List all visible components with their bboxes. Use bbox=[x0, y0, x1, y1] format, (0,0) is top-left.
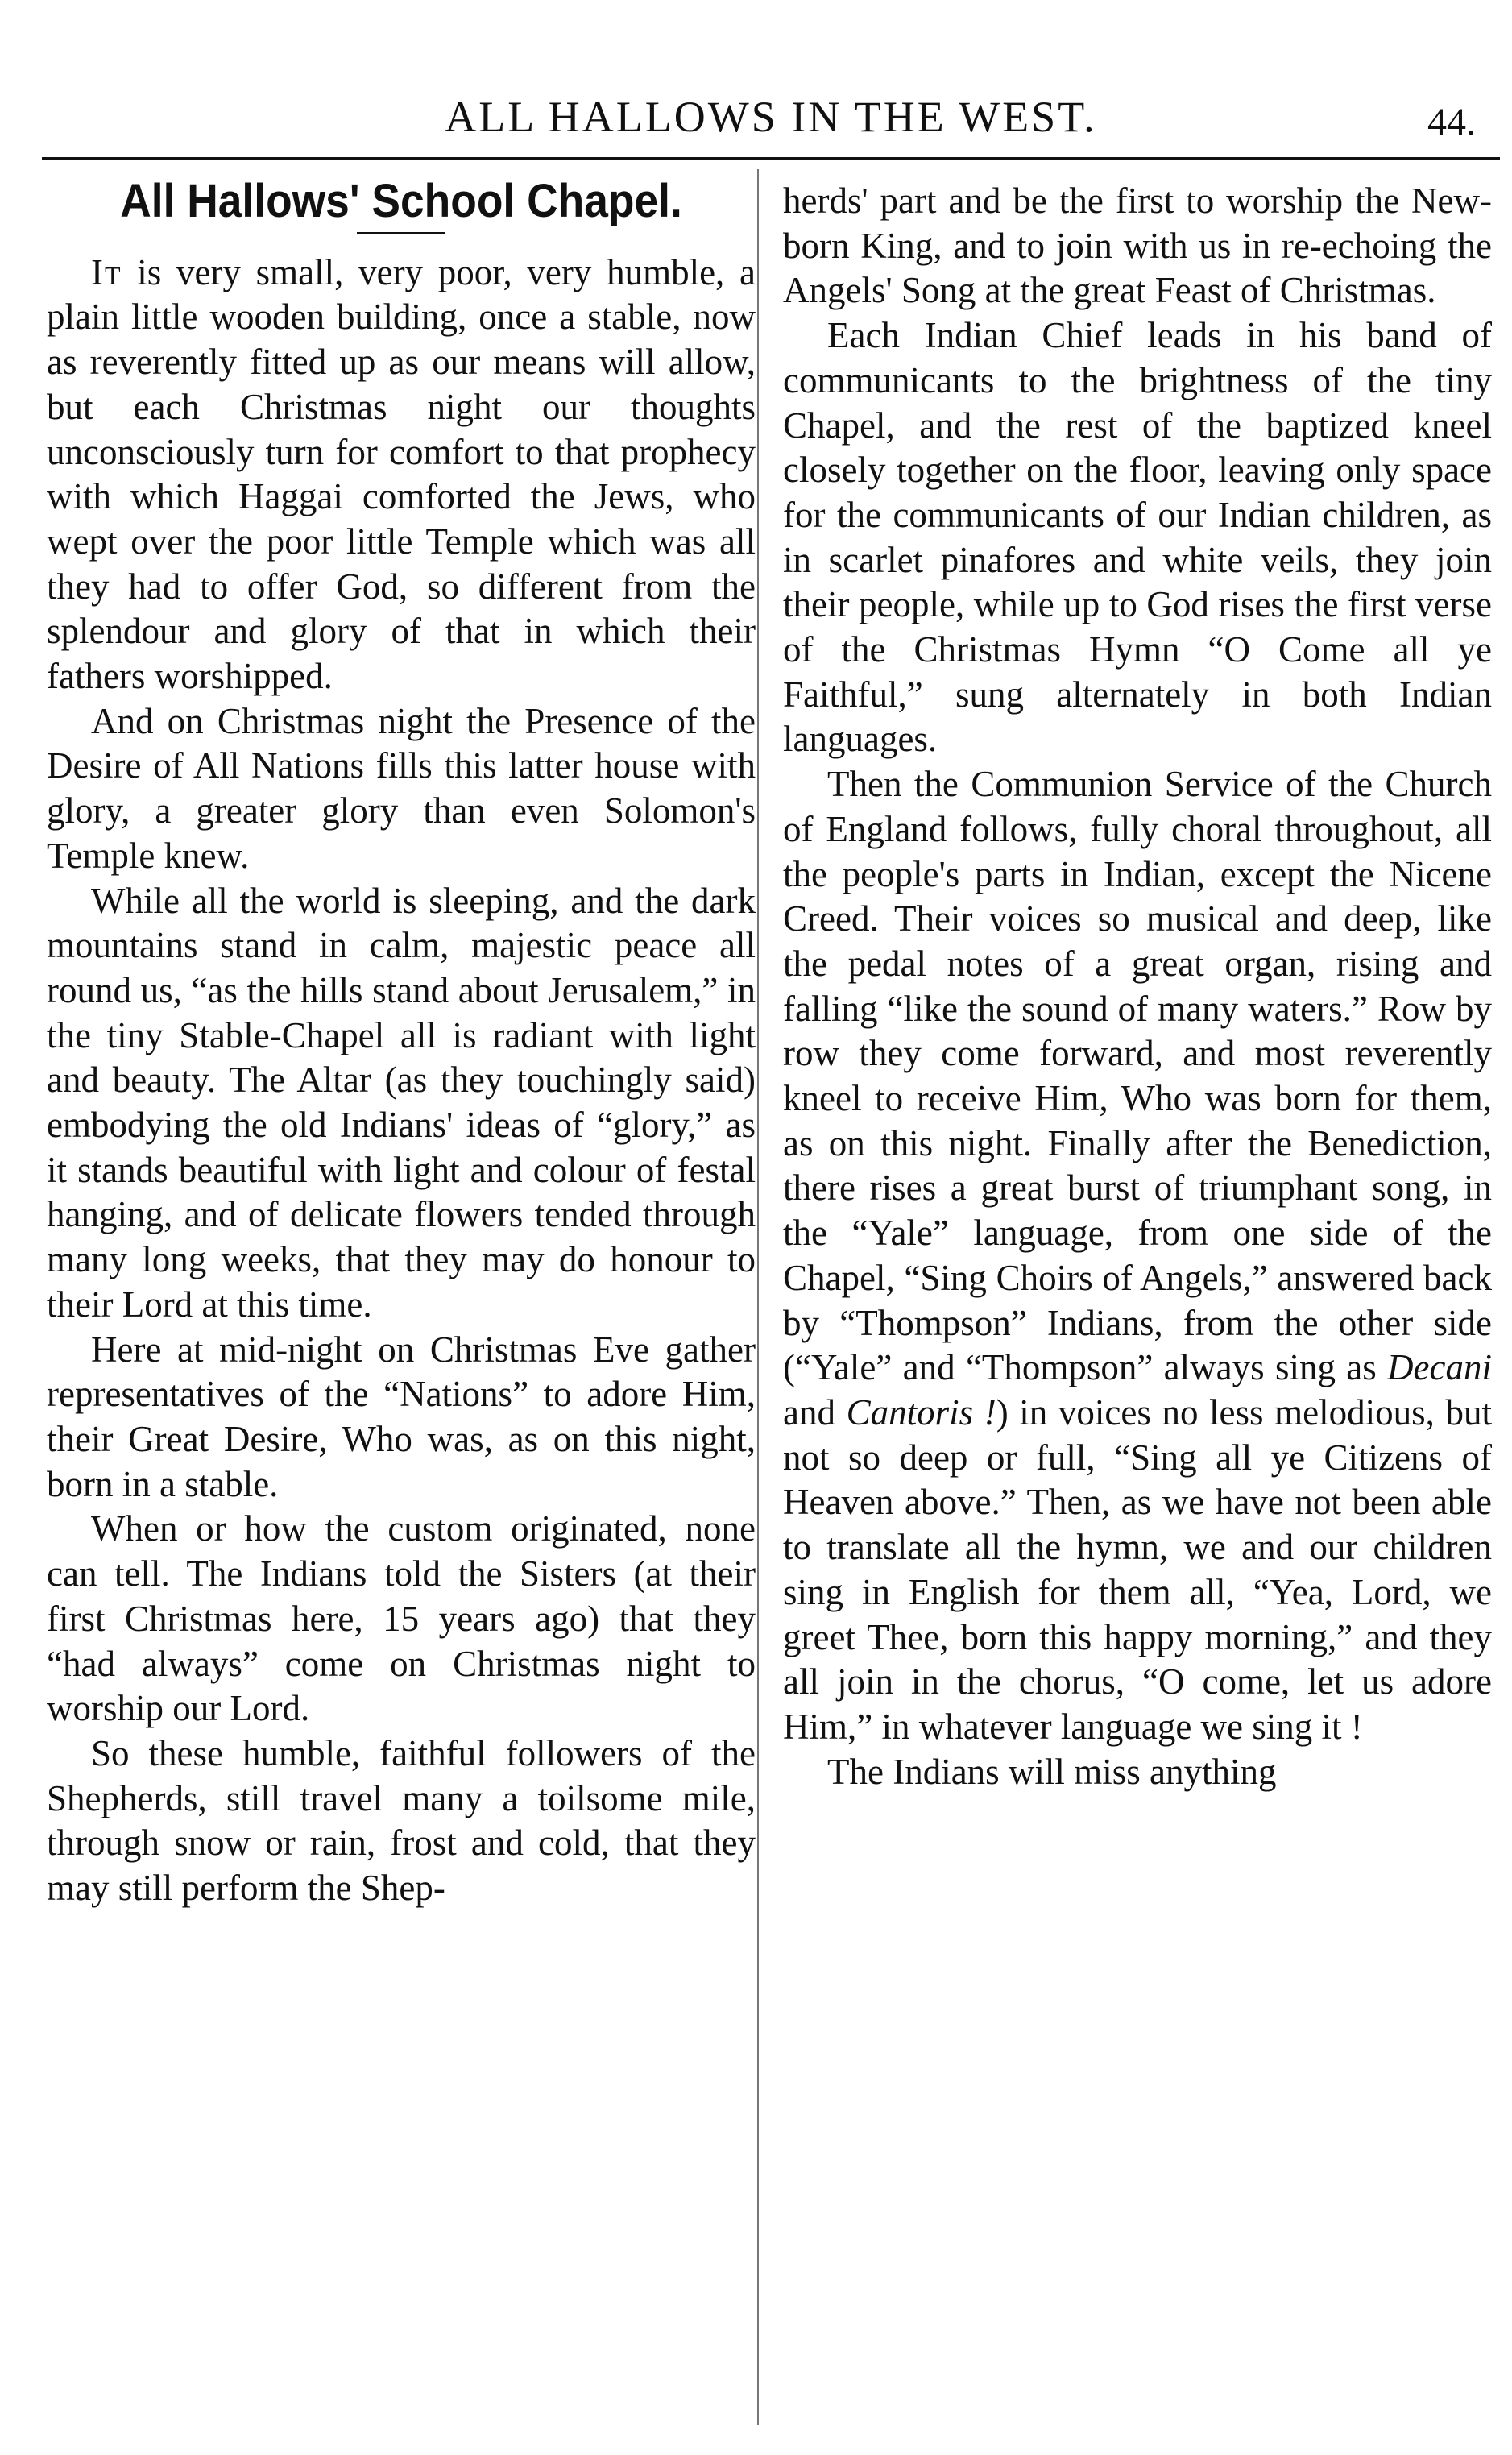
paragraph-text: and bbox=[783, 1391, 847, 1433]
paragraph: The Indians will miss anything bbox=[827, 1751, 1277, 1792]
paragraph bbox=[783, 762, 1492, 1749]
page-number: 44. bbox=[1427, 101, 1476, 143]
article-title: All Hallows' School Chapel. bbox=[120, 175, 682, 227]
paragraph bbox=[47, 251, 756, 699]
column-divider bbox=[757, 169, 759, 2425]
paragraph: And on Christmas night the Presence of the Desire of All Nations fills this latter house with glory, a greater glory than even Solomon's Temple knew. bbox=[47, 700, 756, 876]
paragraph-lead: It bbox=[91, 251, 122, 292]
paragraph-text: Then the Communion Service of the Church of England follows, fully choral throughout, all the people's parts in Indian, except the Nicene Creed. Their voices so musical and deep, like the pedal notes of a great organ, rising and falling “like the sound of many waters.” Row by row they come forward, and most reverently kneel to receive Him, Who was born for them, as on this night. Finally after the Benediction, there rises a great burst of triumphant song, in the “Yale” language, from one side of the Chapel, “Sing Choirs of Angels,” answered back by “Thompson” Indians, from the other side (“Yale” and “Thompson” always sing as bbox=[783, 764, 1492, 1388]
italic-term-decani: Decani bbox=[1387, 1347, 1492, 1388]
header-rule bbox=[42, 157, 1500, 160]
right-column bbox=[783, 179, 1492, 1794]
paragraph: Each Indian Chief leads in his band of communicants to the brightness of the tiny Chapel, and the rest of the baptized kneel closely together on the floor, leaving only space for the communicants of our Indian children, as in scarlet pinafores and white veils, they join their people, while up to God rises the first verse of the Christmas Hymn “O Come all ye Faithful,” sung alternately in both Indian languages. bbox=[783, 315, 1492, 760]
left-column bbox=[47, 175, 756, 1911]
italic-term-cantoris: Cantoris ! bbox=[846, 1391, 996, 1433]
paragraph-text: ) in voices no less melodious, but not so deep or full, “Sing all ye Citizens of Heaven above.” Then, as we have not been able to translate all the hymn, we and our children sing in English for them all, “Yea, Lord, we greet Thee, born this happy morning,” and they all join in the chorus, “O come, let us adore Him,” in whatever language we sing it ! bbox=[783, 1391, 1492, 1747]
title-rule bbox=[357, 232, 445, 234]
paragraph: So these humble, faithful followers of the Shepherds, still travel many a toilsome mile, through snow or rain, frost and cold, that they may still perform the Shep- bbox=[47, 1732, 756, 1909]
paragraph: Here at mid-night on Christmas Eve gather representatives of the “Nations” to adore Him, their Great Desire, Who was, as on this night, born in a stable. bbox=[47, 1329, 756, 1504]
page-header bbox=[42, 84, 1500, 156]
paragraph: While all the world is sleeping, and the dark mountains stand in calm, majestic peace all round us, “as the hills stand about Jerusalem,” in the tiny Stable-Chapel all is radiant with light and beauty. The Altar (as they touchingly said) embodying the old Indians' ideas of “glory,” as it stands beautiful with light and colour of festal hanging, and of delicate flowers tended through many long weeks, that they may do honour to their Lord at this time. bbox=[47, 880, 756, 1325]
paragraph: When or how the custom originated, none can tell. The Indians told the Sisters (at their first Christmas here, 15 years ago) that they “had always” come on Christmas night to worship our Lord. bbox=[47, 1508, 756, 1729]
paragraph-text: is very small, very poor, very humble, a plain little wooden building, once a stable, now as reverently fitted up as our means will allow, but each Christmas night our thoughts unconsciously turn for comfort to that prophecy with which Haggai comforted the Jews, who wept over the poor little Temple which was all they had to offer God, so different from the splendour and glory of that in which their fathers worshipped. bbox=[47, 251, 756, 697]
paragraph-continued: herds' part and be the first to worship the New-born King, and to join with us in re-echoing the Angels' Song at the great Feast of Christmas. bbox=[783, 180, 1492, 311]
running-title: ALL HALLOWS IN THE WEST. bbox=[445, 93, 1097, 141]
